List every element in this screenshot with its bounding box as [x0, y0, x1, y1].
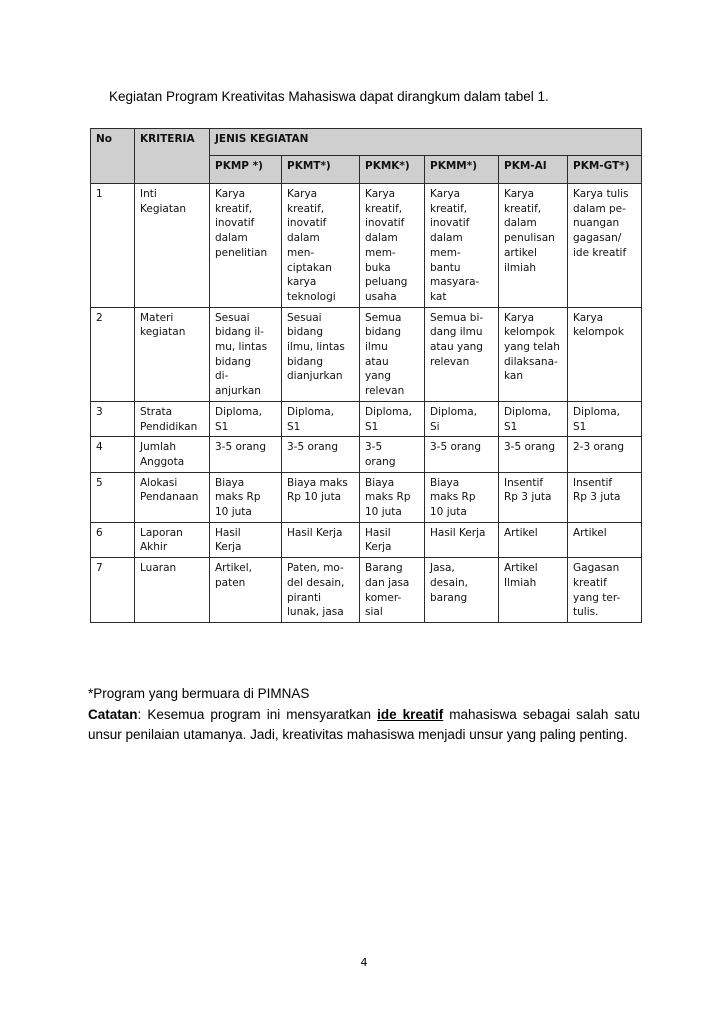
header-pkm-ai: PKM-AI	[499, 156, 568, 184]
table-cell: Karya kreatif, inovatif dalam penelitian	[210, 184, 282, 308]
table-cell: Diploma, S1	[210, 401, 282, 436]
table-cell: Diploma, S1	[568, 401, 642, 436]
row-kriteria: Inti Kegiatan	[135, 184, 210, 308]
table-cell: Diploma, S1	[360, 401, 425, 436]
note-label: Catatan	[88, 707, 138, 722]
table-cell: Karya tulis dalam pe- nuangan gagasan/ ide kreatif	[568, 184, 642, 308]
table-row	[91, 184, 642, 308]
table-cell: 3-5 orang	[282, 437, 360, 472]
table-row	[91, 401, 642, 436]
header-pkmm: PKMM*)	[425, 156, 499, 184]
table-cell: Biaya maks Rp 10 juta	[282, 472, 360, 522]
table-cell: Hasil Kerja	[282, 522, 360, 557]
table-cell: Biaya maks Rp 10 juta	[210, 472, 282, 522]
table-cell: 2-3 orang	[568, 437, 642, 472]
table-cell: Karya kreatif, inovatif dalam men- ciptakan karya teknologi	[282, 184, 360, 308]
table-cell: Artikel	[499, 522, 568, 557]
table-cell: Hasil Kerja	[425, 522, 499, 557]
row-number: 2	[91, 307, 135, 401]
table-cell: Semua bi- dang ilmu atau yang relevan	[425, 307, 499, 401]
row-kriteria: Luaran	[135, 558, 210, 623]
row-kriteria: Laporan Akhir	[135, 522, 210, 557]
header-row-top	[91, 129, 642, 156]
table-row	[91, 437, 642, 472]
row-number: 3	[91, 401, 135, 436]
header-kriteria: KRITERIA	[135, 129, 210, 184]
header-pkmt: PKMT*)	[282, 156, 360, 184]
table-cell: Sesuai bidang il- mu, lintas bidang di- anjurkan	[210, 307, 282, 401]
row-kriteria: Jumlah Anggota	[135, 437, 210, 472]
table-cell: Hasil Kerja	[360, 522, 425, 557]
row-number: 1	[91, 184, 135, 308]
table-cell: Insentif Rp 3 juta	[568, 472, 642, 522]
note-keyword: ide kreatif	[377, 707, 444, 722]
header-no: No	[91, 129, 135, 184]
table-cell: Semua bidang ilmu atau yang relevan	[360, 307, 425, 401]
table-cell: Sesuai bidang ilmu, lintas bidang dianjurkan	[282, 307, 360, 401]
note-paragraph	[88, 705, 640, 745]
table-cell: Hasil Kerja	[210, 522, 282, 557]
header-pkmk: PKMK*)	[360, 156, 425, 184]
note-text-after: mahasiswa sebagai salah satu unsur penilaian utamanya. Jadi, kreativitas mahasiswa menjadi unsur yang paling penting.	[88, 707, 641, 742]
row-kriteria: Materi kegiatan	[135, 307, 210, 401]
table-cell: Biaya maks Rp 10 juta	[425, 472, 499, 522]
header-pkm-gt: PKM-GT*)	[568, 156, 642, 184]
kegiatan-table	[90, 128, 642, 623]
header-pkmp: PKMP *)	[210, 156, 282, 184]
intro-text: Kegiatan Program Kreativitas Mahasiswa dapat dirangkum dalam tabel 1.	[109, 89, 549, 104]
table-row	[91, 558, 642, 623]
table-cell: Artikel	[568, 522, 642, 557]
table-cell: Diploma, S1	[499, 401, 568, 436]
table-cell: Biaya maks Rp 10 juta	[360, 472, 425, 522]
header-jenis-kegiatan: JENIS KEGIATAN	[210, 129, 642, 156]
row-number: 4	[91, 437, 135, 472]
row-kriteria: Alokasi Pendanaan	[135, 472, 210, 522]
row-number: 7	[91, 558, 135, 623]
table-cell: Karya kreatif, inovatif dalam mem- bantu masyara- kat	[425, 184, 499, 308]
table-cell: Karya kreatif, dalam penulisan artikel ilmiah	[499, 184, 568, 308]
table-cell: Karya kelompok	[568, 307, 642, 401]
table-cell: Diploma, Si	[425, 401, 499, 436]
table-cell: Artikel Ilmiah	[499, 558, 568, 623]
table-cell: Artikel, paten	[210, 558, 282, 623]
table-cell: Paten, mo- del desain, piranti lunak, jasa	[282, 558, 360, 623]
table-cell: 3-5 orang	[425, 437, 499, 472]
kegiatan-table-wrapper	[90, 128, 641, 623]
table-footnote: *Program yang bermuara di PIMNAS	[88, 686, 310, 701]
table-cell: 3-5 orang	[499, 437, 568, 472]
table-cell: Gagasan kreatif yang ter- tulis.	[568, 558, 642, 623]
row-number: 6	[91, 522, 135, 557]
table-cell: Jasa, desain, barang	[425, 558, 499, 623]
table-cell: 3-5 orang	[360, 437, 425, 472]
table-row	[91, 522, 642, 557]
table-row	[91, 307, 642, 401]
table-cell: Diploma, S1	[282, 401, 360, 436]
note-text-before: : Kesemua program ini mensyaratkan	[137, 707, 378, 722]
table-cell: Karya kreatif, inovatif dalam mem- buka peluang usaha	[360, 184, 425, 308]
table-cell: Barang dan jasa komer- sial	[360, 558, 425, 623]
page-number: 4	[360, 956, 368, 969]
table-row	[91, 472, 642, 522]
row-number: 5	[91, 472, 135, 522]
table-cell: Karya kelompok yang telah dilaksana- kan	[499, 307, 568, 401]
table-cell: 3-5 orang	[210, 437, 282, 472]
table-cell: Insentif Rp 3 juta	[499, 472, 568, 522]
row-kriteria: Strata Pendidikan	[135, 401, 210, 436]
